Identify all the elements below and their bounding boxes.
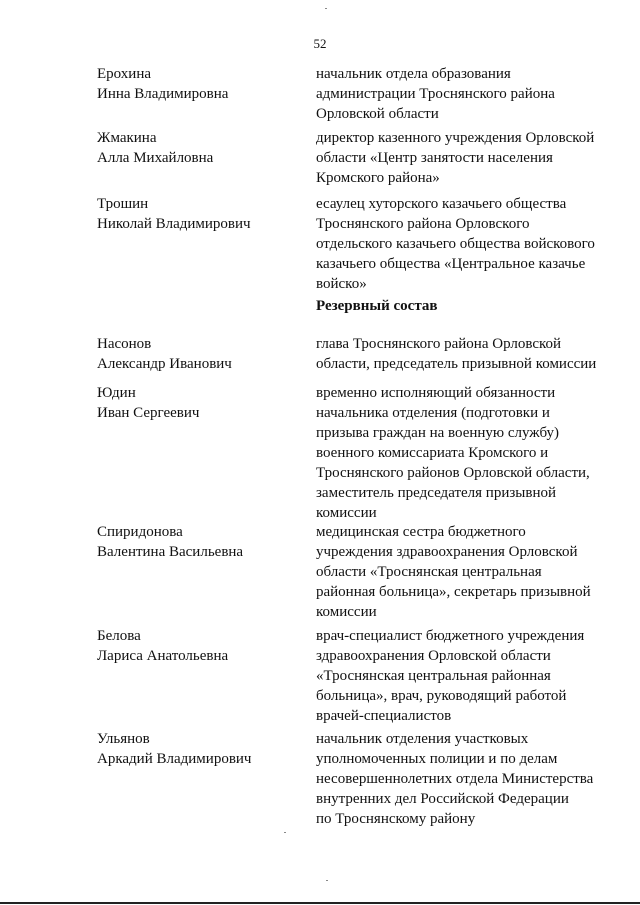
page-number: 52 bbox=[313, 36, 327, 51]
member-surname: Юдин bbox=[97, 385, 136, 401]
position-line: начальника отделения (подготовки и bbox=[316, 405, 550, 421]
position-line: Троснянского района Орловского bbox=[316, 216, 530, 232]
member-given-names: Александр Иванович bbox=[97, 356, 232, 372]
position-line: здравоохранения Орловской области bbox=[316, 648, 551, 664]
position-line: несовершеннолетних отдела Министерства bbox=[316, 771, 594, 787]
member-given-names: Инна Владимировна bbox=[97, 86, 229, 102]
position-line: администрации Троснянского района bbox=[316, 86, 555, 102]
member-name bbox=[97, 522, 297, 562]
position-line: военного комиссариата Кромского и bbox=[316, 445, 549, 461]
position-line: области, председатель призывной комиссии bbox=[316, 356, 597, 372]
member-name bbox=[97, 334, 297, 374]
member-given-names: Валентина Васильевна bbox=[97, 544, 244, 560]
section-heading-reserve: Резервный состав bbox=[316, 298, 438, 314]
position-line: директор казенного учреждения Орловской bbox=[316, 130, 595, 146]
member-position bbox=[316, 626, 616, 726]
position-line: комиссии bbox=[316, 505, 377, 521]
member-position bbox=[316, 383, 616, 523]
position-line: уполномоченных полиции и по делам bbox=[316, 751, 558, 767]
position-line: начальник отдела образования bbox=[316, 66, 511, 82]
member-surname: Белова bbox=[97, 628, 141, 644]
position-line: войско» bbox=[316, 276, 367, 292]
member-name bbox=[97, 128, 297, 168]
position-line: казачьего общества «Центральное казачье bbox=[316, 256, 586, 272]
member-surname: Ульянов bbox=[97, 731, 150, 747]
position-line: глава Троснянского района Орловской bbox=[316, 336, 562, 352]
position-line: врачей-специалистов bbox=[316, 708, 452, 724]
member-surname: Насонов bbox=[97, 336, 152, 352]
position-line: Кромского района» bbox=[316, 170, 440, 186]
member-given-names: Аркадий Владимирович bbox=[97, 751, 252, 767]
member-position bbox=[316, 729, 616, 829]
member-position bbox=[316, 522, 616, 622]
member-name bbox=[97, 383, 297, 423]
position-line: отдельского казачьего общества войскового bbox=[316, 236, 595, 252]
member-surname: Трошин bbox=[97, 196, 149, 212]
member-name bbox=[97, 64, 297, 104]
member-surname: Жмакина bbox=[97, 130, 157, 146]
member-position bbox=[316, 128, 616, 188]
position-line: временно исполняющий обязанности bbox=[316, 385, 556, 401]
position-line: учреждения здравоохранения Орловской bbox=[316, 544, 578, 560]
member-position bbox=[316, 334, 616, 374]
member-surname: Ерохина bbox=[97, 66, 152, 82]
member-given-names: Лариса Анатольевна bbox=[97, 648, 229, 664]
position-line: внутренних дел Российской Федерации bbox=[316, 791, 569, 807]
member-surname: Спиридонова bbox=[97, 524, 183, 540]
scan-artifact-speck bbox=[325, 8, 327, 9]
member-position bbox=[316, 194, 616, 294]
scan-artifact-speck bbox=[284, 832, 286, 833]
position-line: районная больница», секретарь призывной bbox=[316, 584, 591, 600]
member-given-names: Иван Сергеевич bbox=[97, 405, 200, 421]
scan-bottom-edge bbox=[0, 902, 640, 904]
position-line: есаулец хуторского казачьего общества bbox=[316, 196, 567, 212]
position-line: врач-специалист бюджетного учреждения bbox=[316, 628, 585, 644]
position-line: «Троснянская центральная районная bbox=[316, 668, 551, 684]
position-line: области «Центр занятости населения bbox=[316, 150, 553, 166]
position-line: призыва граждан на военную службу) bbox=[316, 425, 560, 441]
member-name bbox=[97, 729, 297, 769]
position-line: области «Троснянская центральная bbox=[316, 564, 542, 580]
position-line: комиссии bbox=[316, 604, 377, 620]
position-line: начальник отделения участковых bbox=[316, 731, 529, 747]
position-line: Орловской области bbox=[316, 106, 439, 122]
member-name bbox=[97, 626, 297, 666]
position-line: по Троснянскому району bbox=[316, 811, 476, 827]
position-line: Троснянского районов Орловской области, bbox=[316, 465, 590, 481]
position-line: медицинская сестра бюджетного bbox=[316, 524, 526, 540]
member-position bbox=[316, 64, 616, 124]
position-line: заместитель председателя призывной bbox=[316, 485, 556, 501]
member-name bbox=[97, 194, 297, 234]
member-given-names: Алла Михайловна bbox=[97, 150, 214, 166]
scan-artifact-speck bbox=[326, 880, 328, 881]
position-line: больница», врач, руководящий работой bbox=[316, 688, 567, 704]
member-given-names: Николай Владимирович bbox=[97, 216, 251, 232]
